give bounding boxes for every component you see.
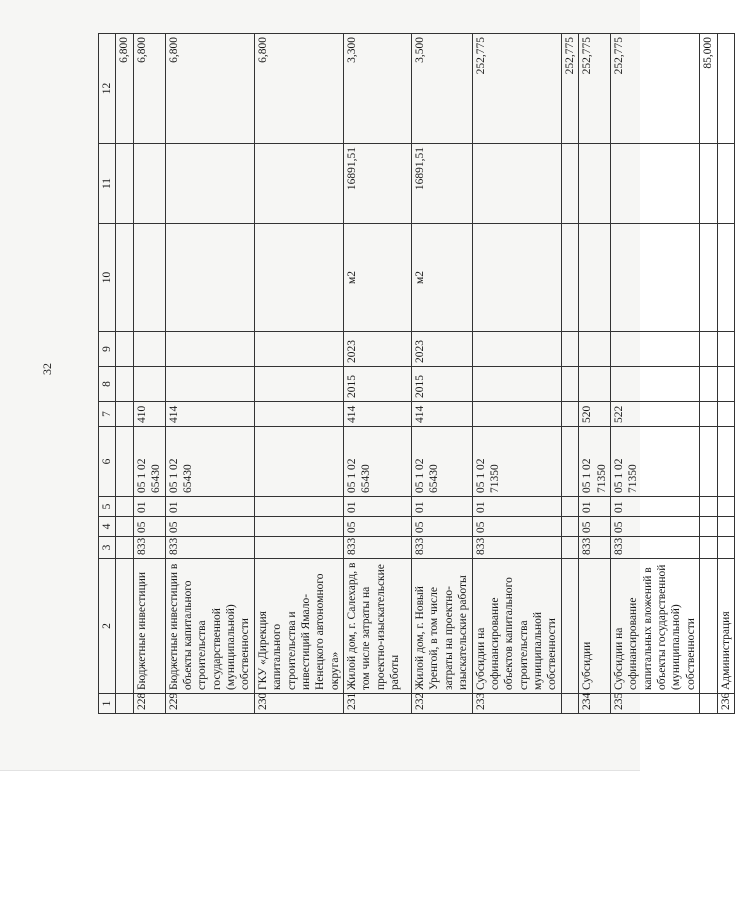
table-cell-c10 [561,224,578,332]
table-cell-c6 [717,427,734,497]
header-cell: 2 [99,559,116,694]
table-cell-c8 [717,367,734,402]
table-cell-no [700,694,717,714]
table-cell-c5: 01 [579,497,611,517]
table-cell-name: Бюджетные инвестиции [133,559,165,694]
header-cell: 10 [99,224,116,332]
table-cell-no: 235 [610,694,699,714]
table-cell-c5: 01 [165,497,254,517]
table-cell-c12: 252,775 [579,34,611,144]
table-cell-c6: 05 1 02 71350 [610,427,699,497]
header-cell: 7 [99,402,116,427]
table-cell-c9 [579,332,611,367]
table-row [344,34,412,714]
table-cell-c8 [579,367,611,402]
table-cell-c10 [254,224,343,332]
header-cell: 3 [99,537,116,559]
table-cell-c5: 01 [610,497,699,517]
table-cell-c7 [700,402,717,427]
table-cell-c6 [561,427,578,497]
table-cell-c3: 833 [610,537,699,559]
table-cell-c7: 414 [165,402,254,427]
table-row [412,34,473,714]
table-cell-c8 [116,367,133,402]
table-cell-c4 [254,517,343,537]
header-cell: 4 [99,517,116,537]
table-cell-c3: 833 [133,537,165,559]
table-cell-c7: 414 [344,402,412,427]
table-cell-c4: 05 [472,517,561,537]
table-cell-c6 [116,427,133,497]
table-cell-c7: 522 [610,402,699,427]
table-cell-c4 [700,517,717,537]
table-cell-c7: 410 [133,402,165,427]
table-cell-c11 [579,144,611,224]
table-cell-c9: 2023 [344,332,412,367]
table-cell-c11 [717,144,734,224]
table-cell-name [700,559,717,694]
header-cell: 5 [99,497,116,517]
table-cell-c10: м2 [412,224,473,332]
table-cell-c12: 252,775 [610,34,699,144]
table-cell-c3: 833 [579,537,611,559]
table-cell-no [561,694,578,714]
table-cell-c8 [165,367,254,402]
table-cell-c8 [133,367,165,402]
table-cell-c8 [700,367,717,402]
table-cell-name: ГКУ «Дирекция капитального строительства и инвестиций Ямало-Ненецкого автономного округа» [254,559,343,694]
table-cell-c6 [254,427,343,497]
table-cell-no: 232 [412,694,473,714]
table-cell-c7 [254,402,343,427]
table-cell-c10 [472,224,561,332]
table-cell-c9 [561,332,578,367]
table-cell-c12: 6,800 [254,34,343,144]
budget-table [98,33,735,714]
table-cell-c11 [133,144,165,224]
table-cell-c11 [700,144,717,224]
table-row [165,34,254,714]
table-cell-c5 [561,497,578,517]
table-cell-c3 [700,537,717,559]
table-cell-c12: 85,000 [700,34,717,144]
table-cell-c11 [561,144,578,224]
table-cell-c7 [561,402,578,427]
table-cell-c5 [116,497,133,517]
header-cell: 12 [99,34,116,144]
table-cell-c5: 01 [344,497,412,517]
table-cell-name: Жилой дом, г. Новый Уренгой, в том числе затраты на проектно-изыскательские работы [412,559,473,694]
table-row [610,34,699,714]
table-cell-c3 [116,537,133,559]
table-cell-c8 [254,367,343,402]
table-cell-c11 [116,144,133,224]
table-row [579,34,611,714]
table-cell-c10 [116,224,133,332]
table-cell-c6: 05 1 02 65430 [344,427,412,497]
table-cell-c3 [561,537,578,559]
table-cell-name: Администрация [717,559,734,694]
table-cell-c3 [717,537,734,559]
table-cell-c7: 520 [579,402,611,427]
table-cell-c10 [133,224,165,332]
table-cell-c5 [717,497,734,517]
table-cell-c10 [700,224,717,332]
table-cell-c4: 05 [344,517,412,537]
table-cell-c6: 05 1 02 65430 [412,427,473,497]
table-cell-c9 [610,332,699,367]
table-cell-c5: 01 [133,497,165,517]
header-cell: 8 [99,367,116,402]
table-row [116,34,133,714]
table-cell-c4: 05 [412,517,473,537]
table-header-row [99,34,116,714]
table-cell-c10 [610,224,699,332]
header-cell: 6 [99,427,116,497]
table-cell-c4 [116,517,133,537]
table-cell-c6: 05 1 02 71350 [579,427,611,497]
table-cell-c3: 833 [344,537,412,559]
table-cell-c10 [165,224,254,332]
table-cell-c11 [254,144,343,224]
table-cell-no: 230 [254,694,343,714]
table-cell-c9 [116,332,133,367]
table-cell-c7 [116,402,133,427]
table-cell-c12: 3,500 [412,34,473,144]
table-cell-c4: 05 [165,517,254,537]
table-row [472,34,561,714]
table-cell-c10 [579,224,611,332]
table-cell-c9 [254,332,343,367]
table-cell-c11 [472,144,561,224]
table-cell-c12: 6,800 [133,34,165,144]
header-cell: 9 [99,332,116,367]
table-cell-c9 [717,332,734,367]
table-cell-c3: 833 [165,537,254,559]
rotated-table-container [98,34,732,714]
header-cell: 1 [99,694,116,714]
table-cell-c5: 01 [472,497,561,517]
table-cell-c7: 414 [412,402,473,427]
table-cell-name: Субсидии на софинансирование капитальных вложений в объекты государственной (муниципальной) собственности [610,559,699,694]
table-cell-c12: 6,800 [116,34,133,144]
table-cell-c11: 16891,51 [344,144,412,224]
table-row [133,34,165,714]
table-row [700,34,717,714]
table-cell-c9 [700,332,717,367]
table-cell-no [116,694,133,714]
table-cell-c8 [472,367,561,402]
table-cell-name: Субсидии на софинансирование объектов капитального строительства муниципальной собственности [472,559,561,694]
table-cell-c8 [561,367,578,402]
table-cell-no: 229 [165,694,254,714]
table-cell-c4: 05 [579,517,611,537]
table-cell-no: 234 [579,694,611,714]
table-cell-c3 [254,537,343,559]
table-cell-name: Субсидии [579,559,611,694]
table-cell-c4 [717,517,734,537]
table-cell-c7 [717,402,734,427]
table-cell-c9 [165,332,254,367]
table-cell-name: Бюджетные инвестиции в объекты капитального строительства государственной (муниципальной) собственности [165,559,254,694]
table-cell-c8: 2015 [344,367,412,402]
table-cell-no: 236 [717,694,734,714]
table-cell-c5 [700,497,717,517]
table-cell-c9: 2023 [412,332,473,367]
table-cell-c12 [717,34,734,144]
table-cell-c3: 833 [412,537,473,559]
table-cell-c12: 252,775 [561,34,578,144]
table-cell-c7 [472,402,561,427]
table-cell-c4: 05 [610,517,699,537]
table-cell-c12: 6,800 [165,34,254,144]
table-cell-no: 228 [133,694,165,714]
table-cell-name: Жилой дом, г. Салехард, в том числе затраты на проектно-изыскательские работы [344,559,412,694]
table-cell-no: 233 [472,694,561,714]
table-cell-c6: 05 1 02 71350 [472,427,561,497]
table-cell-c8 [610,367,699,402]
table-cell-name [561,559,578,694]
table-cell-c10 [717,224,734,332]
table-cell-c5: 01 [412,497,473,517]
table-cell-c11 [610,144,699,224]
table-cell-c3: 833 [472,537,561,559]
table-cell-c12: 252,775 [472,34,561,144]
table-cell-c9 [472,332,561,367]
page-number: 32 [40,363,54,375]
table-cell-no: 231 [344,694,412,714]
table-cell-c10: м2 [344,224,412,332]
table-cell-c5 [254,497,343,517]
table-cell-c11: 16891,51 [412,144,473,224]
table-cell-c12: 3,300 [344,34,412,144]
table-cell-c8: 2015 [412,367,473,402]
table-row [254,34,343,714]
table-cell-c11 [165,144,254,224]
table-cell-c4 [561,517,578,537]
table-cell-name [116,559,133,694]
table-cell-c6: 05 1 02 65430 [165,427,254,497]
table-cell-c9 [133,332,165,367]
table-cell-c6 [700,427,717,497]
header-cell: 11 [99,144,116,224]
table-cell-c4: 05 [133,517,165,537]
table-cell-c6: 05 1 02 65430 [133,427,165,497]
table-row [717,34,734,714]
table-row [561,34,578,714]
